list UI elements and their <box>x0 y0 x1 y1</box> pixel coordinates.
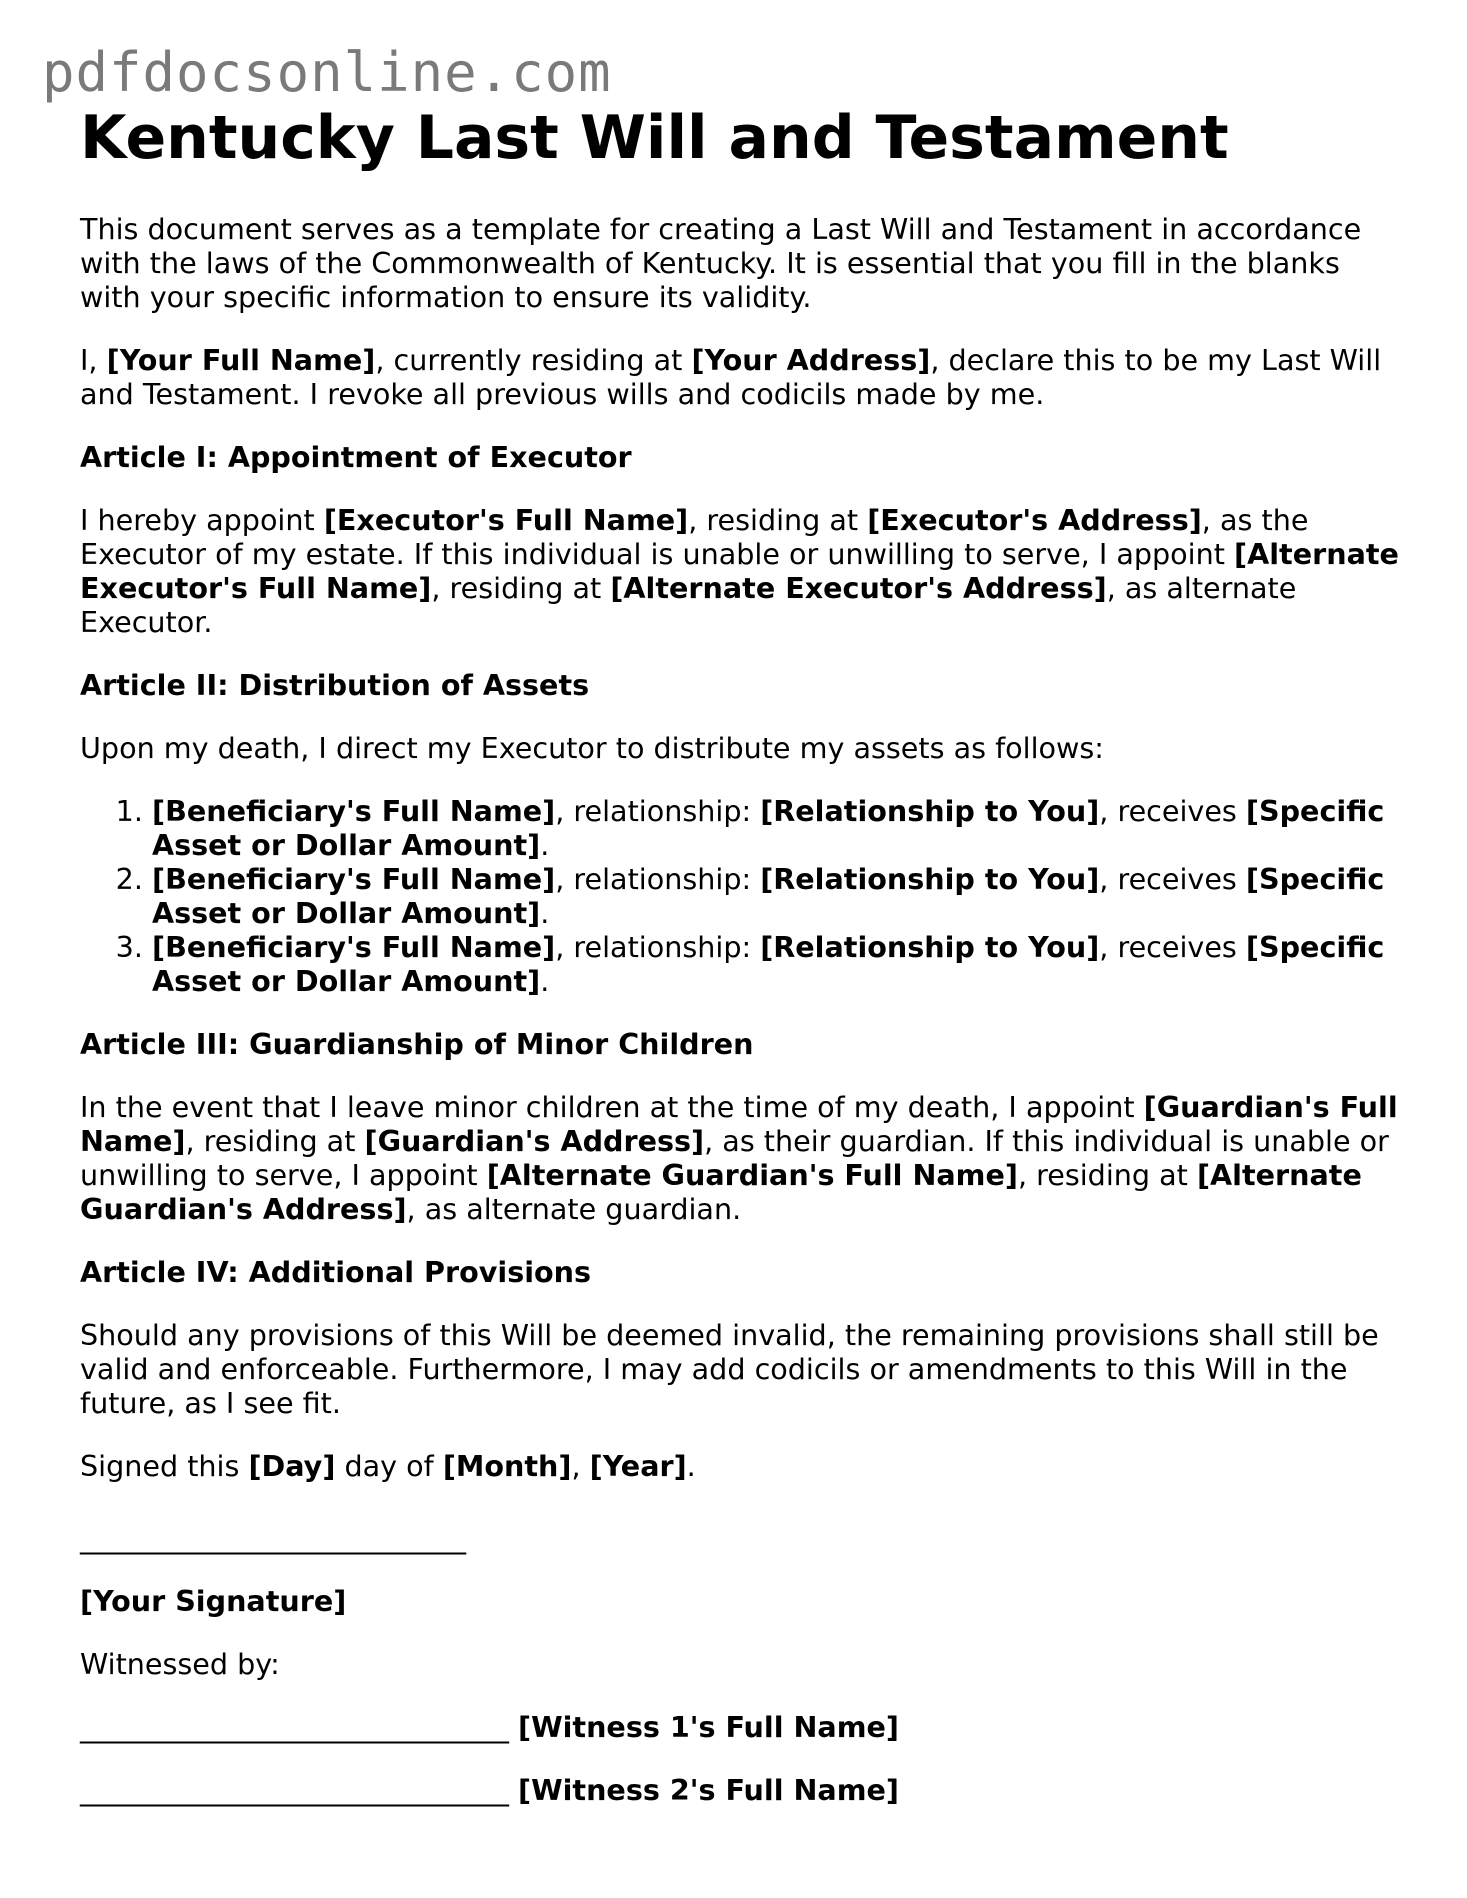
executor-address-placeholder: [Executor's Address] <box>867 503 1202 537</box>
declaration-paragraph: I, [Your Full Name], currently residing at [Your Address], declare this to be my Last Will and Testament. I revoke all previous wills and codicils made by me. <box>80 343 1382 411</box>
alt-executor-name-placeholder: [Alternate Executor's Full Name] <box>80 537 1399 605</box>
intro-paragraph: This document serves as a template for creating a Last Will and Testament in accordance with the laws of the Commonwealth of Kentucky. It is essential that you fill in the blanks with your specific information to ensure its validity. <box>80 212 1362 314</box>
witnessed-by-label: Witnessed by: <box>80 1647 280 1681</box>
article-1-text: I hereby appoint [Executor's Full Name], residing at [Executor's Address], as the Executor of my estate. If this individual is unable or unwilling to serve, I appoint [Alternate Executor's Full Name], residing at [Alternate Executor's Address], as alternate Executor. <box>80 503 1399 639</box>
list-item: 2. [Beneficiary's Full Name], relationship: [Relationship to You], receives [Specific Asset or Dollar Amount]. <box>152 862 1400 930</box>
witness-1-signature-line: ______________________________ <box>80 1710 509 1744</box>
year-placeholder: [Year] <box>589 1449 687 1483</box>
watermark: pdfdocsonline.com <box>42 41 612 104</box>
alt-guardian-address-placeholder: [Alternate Guardian's Address] <box>80 1158 1362 1226</box>
testator-name-placeholder: [Your Full Name] <box>106 343 376 377</box>
guardian-name-placeholder: [Guardian's Full Name] <box>80 1090 1398 1158</box>
signature-label: [Your Signature] <box>80 1584 347 1618</box>
article-1-heading: Article I: Appointment of Executor <box>80 440 632 474</box>
witness-1-name: [Witness 1's Full Name] <box>518 1710 899 1744</box>
witness-2-signature-line: ______________________________ <box>80 1773 509 1807</box>
article-4-text: Should any provisions of this Will be deemed invalid, the remaining provisions shall still be valid and enforceable. Furthermore, I may add codicils or amendments to this Will in the future, as I see fit. <box>80 1318 1379 1420</box>
document-page <box>80 104 1400 1807</box>
list-item: 1. [Beneficiary's Full Name], relationship: [Relationship to You], receives [Specific Asset or Dollar Amount]. <box>152 794 1400 862</box>
alt-guardian-name-placeholder: [Alternate Guardian's Full Name] <box>486 1158 1018 1192</box>
article-3-text: In the event that I leave minor children at the time of my death, I appoint [Guardian's Full Name], residing at [Guardian's Address], as their guardian. If this individual is unable or unwilling to serve, I appoint [Alternate Guardian's Full Name], residing at [Alternate Guardian's Address], as alternate guardian. <box>80 1090 1398 1226</box>
witness-2-name: [Witness 2's Full Name] <box>518 1773 899 1807</box>
article-2-heading: Article II: Distribution of Assets <box>80 668 590 702</box>
signed-date-line: Signed this [Day] day of [Month], [Year]. <box>80 1449 696 1483</box>
signature-line: ___________________________ <box>80 1521 467 1555</box>
list-item: 3. [Beneficiary's Full Name], relationship: [Relationship to You], receives [Specific Asset or Dollar Amount]. <box>152 930 1400 998</box>
day-placeholder: [Day] <box>248 1449 336 1483</box>
article-3-heading: Article III: Guardianship of Minor Children <box>80 1027 754 1061</box>
alt-executor-address-placeholder: [Alternate Executor's Address] <box>610 571 1107 605</box>
article-4-heading: Article IV: Additional Provisions <box>80 1255 592 1289</box>
document-title: Kentucky Last Will and Testament <box>80 103 1229 173</box>
beneficiary-list <box>80 794 1400 998</box>
article-2-intro: Upon my death, I direct my Executor to distribute my assets as follows: <box>80 731 1104 765</box>
witness-1-row <box>80 1710 1400 1744</box>
month-placeholder: [Month] <box>442 1449 572 1483</box>
witness-2-row <box>80 1773 1400 1807</box>
executor-name-placeholder: [Executor's Full Name] <box>323 503 689 537</box>
testator-address-placeholder: [Your Address] <box>691 343 931 377</box>
guardian-address-placeholder: [Guardian's Address] <box>364 1124 705 1158</box>
